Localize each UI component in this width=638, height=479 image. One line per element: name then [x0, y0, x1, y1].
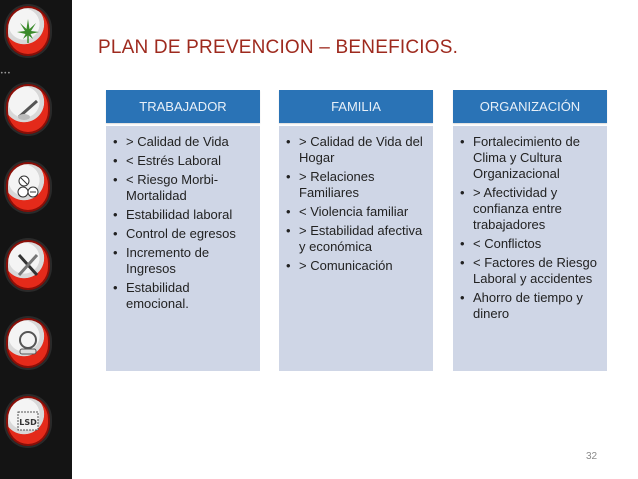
- column-header: TRABAJADOR: [106, 90, 260, 123]
- list-item: • < Riesgo Morbi-Mortalidad: [113, 172, 254, 204]
- slide-title: PLAN DE PREVENCION – BENEFICIOS.: [98, 37, 459, 58]
- list-item: • Incremento de Ingresos: [113, 245, 254, 277]
- sidebar-mark: •••: [0, 70, 11, 77]
- column-header: FAMILIA: [279, 90, 433, 123]
- list-item: • > Calidad de Vida del Hogar: [286, 134, 427, 166]
- list-item: • > Comunicación: [286, 258, 427, 274]
- cannabis-leaf-icon: [6, 6, 50, 56]
- benefit-list: [286, 134, 427, 274]
- list-item: • < Factores de Riesgo Laboral y accidentes: [460, 255, 601, 287]
- list-item: • < Violencia familiar: [286, 204, 427, 220]
- page-number: 32: [586, 451, 598, 462]
- column-body: [279, 126, 433, 371]
- list-item: • Estabilidad laboral: [113, 207, 254, 223]
- column-familia: [279, 90, 433, 371]
- list-item: • > Calidad de Vida: [113, 134, 254, 150]
- list-item: • < Conflictos: [460, 236, 601, 252]
- list-item: • < Estrés Laboral: [113, 153, 254, 169]
- benefit-list: [113, 134, 254, 312]
- list-item: • > Estabilidad afectiva y económica: [286, 223, 427, 255]
- lsd-stamp-icon: [6, 396, 50, 446]
- column-body: [106, 126, 260, 371]
- benefit-list: [460, 134, 601, 322]
- column-organizacion: [453, 90, 607, 371]
- column-header: ORGANIZACIÓN: [453, 90, 607, 123]
- list-item: • Control de egresos: [113, 226, 254, 242]
- pipe-icon: [6, 318, 50, 368]
- column-body: [453, 126, 607, 371]
- list-item: • Estabilidad emocional.: [113, 280, 254, 312]
- cigarette-icon: [6, 240, 50, 290]
- pills-icon: [6, 162, 50, 212]
- list-item: • Ahorro de tiempo y dinero: [460, 290, 601, 322]
- svg-text:LSD: LSD: [19, 418, 37, 427]
- list-item: • > Afectividad y confianza entre trabajadores: [460, 185, 601, 233]
- list-item: • > Relaciones Familiares: [286, 169, 427, 201]
- drug-signs-sidebar: [0, 0, 72, 479]
- column-trabajador: [106, 90, 260, 371]
- syringe-spoon-icon: [6, 84, 50, 134]
- list-item: • Fortalecimiento de Clima y Cultura Organizacional: [460, 134, 601, 182]
